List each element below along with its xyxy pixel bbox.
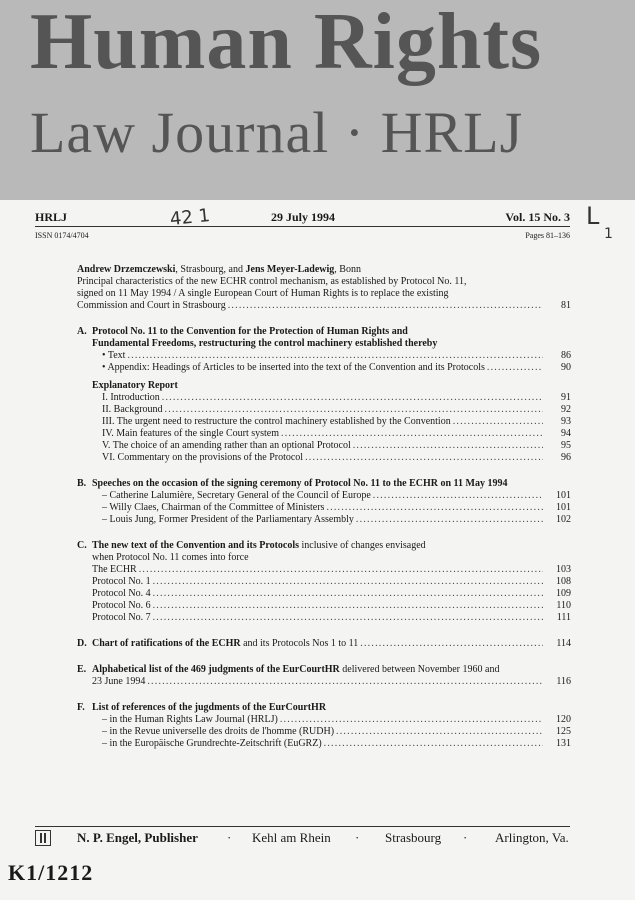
intro-entry <box>77 264 571 312</box>
author-b: Jens Meyer-Ladewig <box>245 264 335 275</box>
toc-entry[interactable] <box>92 726 571 738</box>
section-title-bold: Chart of ratifications of the ECHR <box>92 638 241 649</box>
table-of-contents <box>77 264 571 750</box>
issn: ISSN 0174/4704 <box>35 231 89 240</box>
leader-dots <box>151 588 543 600</box>
page-number: 101 <box>556 490 571 501</box>
author-b-place: , Bonn <box>334 264 361 275</box>
section-title-rest: and its Protocols Nos 1 to 11 <box>240 638 359 649</box>
intro-line: signed on 11 May 1994 / A single European Court of Human Rights is to replace the existing <box>77 288 449 299</box>
handwritten-mark: L <box>586 202 600 230</box>
handwritten-mark-small: 1 <box>604 226 613 242</box>
leader-dots <box>334 726 543 738</box>
leader-dots <box>279 428 543 440</box>
section-letter: F. <box>77 702 85 713</box>
entry-text: Protocol No. 6 <box>92 600 151 611</box>
page-number: 102 <box>556 514 571 525</box>
toc-entry[interactable] <box>92 452 571 464</box>
masthead-subtitle: Law Journal · HRLJ <box>30 100 524 165</box>
toc-entry[interactable] <box>92 350 571 362</box>
leader-dots <box>160 392 543 404</box>
authors <box>77 264 571 276</box>
leader-dots <box>358 638 543 650</box>
toc-entry[interactable] <box>92 576 571 588</box>
leader-dots <box>226 300 543 312</box>
page-number: 94 <box>561 428 571 439</box>
section-b <box>77 478 571 526</box>
leader-dots <box>137 564 543 576</box>
page-number: 116 <box>556 676 571 687</box>
section-title: List of references of the jugdments of the EurCourtHR <box>92 702 327 713</box>
entry-text: I. Introduction <box>102 392 160 403</box>
page-number: 111 <box>556 612 571 623</box>
section-title: Fundamental Freedoms, restructuring the control machinery established thereby <box>92 338 438 349</box>
footer-rule <box>35 826 570 827</box>
entry-text: – in the Human Rights Law Journal (HRLJ) <box>102 714 278 725</box>
page-number: 108 <box>556 576 571 587</box>
entry-text: Commission and Court in Strasbourg <box>77 300 226 311</box>
entry-text: – in the Europäische Grundrechte-Zeitschrift (EuGRZ) <box>102 738 322 749</box>
section-c <box>77 540 571 624</box>
entry-text: Protocol No. 4 <box>92 588 151 599</box>
page-number: 114 <box>556 638 571 649</box>
leader-dots <box>324 502 543 514</box>
leader-dots <box>354 514 543 526</box>
toc-entry[interactable] <box>92 564 571 576</box>
toc-entry[interactable] <box>92 440 571 452</box>
section-title: Speeches on the occasion of the signing ceremony of Protocol No. 11 to the ECHR on 11 May 1994 <box>92 478 508 489</box>
page-number: 125 <box>556 726 571 737</box>
toc-entry[interactable] <box>92 490 571 502</box>
page-number: 81 <box>561 300 571 311</box>
leader-dots <box>322 738 543 750</box>
separator-dot: · <box>355 830 360 845</box>
page-number: 103 <box>556 564 571 575</box>
entry-text: 23 June 1994 <box>92 676 146 687</box>
section-title-line2: when Protocol No. 11 comes into force <box>92 552 249 563</box>
entry-text <box>92 638 358 650</box>
meta-rule <box>35 226 570 227</box>
page-range: Pages 81–136 <box>525 231 570 240</box>
entry-text: – Louis Jung, Former President of the Parliamentary Assembly <box>102 514 354 525</box>
section-title <box>92 540 571 552</box>
leader-dots <box>485 362 543 374</box>
section-title-bold: Alphabetical list of the 469 judgments of the EurCourtHR <box>92 664 340 675</box>
toc-entry[interactable] <box>92 404 571 416</box>
entry-text: Protocol No. 1 <box>92 576 151 587</box>
section-letter: B. <box>77 478 87 489</box>
section-letter: C. <box>77 540 87 551</box>
toc-entry[interactable] <box>92 416 571 428</box>
toc-entry[interactable] <box>92 392 571 404</box>
section-f <box>77 702 571 750</box>
entry-text: • Text <box>102 350 126 361</box>
page-number: 93 <box>561 416 571 427</box>
entry-text: Protocol No. 7 <box>92 612 151 623</box>
publisher-logo-icon <box>35 830 51 846</box>
section-letter: D. <box>77 638 87 649</box>
toc-entry[interactable] <box>92 588 571 600</box>
page-number: 96 <box>561 452 571 463</box>
toc-entry[interactable] <box>92 714 571 726</box>
leader-dots <box>303 452 543 464</box>
author-a: Andrew Drzemczewski <box>77 264 176 275</box>
leader-dots <box>163 404 543 416</box>
toc-entry[interactable] <box>92 676 571 688</box>
toc-entry[interactable] <box>92 514 571 526</box>
library-stamp: K1/1212 <box>8 860 94 885</box>
masthead-banner <box>0 0 635 200</box>
page-number: 90 <box>561 362 571 373</box>
toc-entry[interactable] <box>92 638 571 650</box>
toc-entry[interactable] <box>92 428 571 440</box>
section-title-bold: The new text of the Convention and its Protocols <box>92 540 300 551</box>
leader-dots <box>125 350 543 362</box>
entry-text: – Catherine Lalumière, Secretary General of the Council of Europe <box>102 490 371 501</box>
toc-entry[interactable] <box>92 502 571 514</box>
page-number: 131 <box>556 738 571 749</box>
section-e <box>77 664 571 688</box>
leader-dots <box>145 676 543 688</box>
leader-dots <box>151 612 543 624</box>
page-number: 95 <box>561 440 571 451</box>
city-kehl: Kehl am Rhein <box>252 830 331 845</box>
entry-text: V. The choice of an amending rather than an optional Protocol <box>102 440 351 451</box>
section-title: Protocol No. 11 to the Convention for the Protection of Human Rights and <box>92 326 408 337</box>
entry-text: II. Background <box>102 404 163 415</box>
toc-entry[interactable] <box>92 362 571 374</box>
leader-dots <box>151 600 543 612</box>
section-title <box>92 664 571 676</box>
handwritten-note: 42 1 <box>169 204 212 231</box>
page-number: 92 <box>561 404 571 415</box>
page-number: 109 <box>556 588 571 599</box>
intro-line: Principal characteristics of the new ECHR control mechanism, as established by Protocol No. 11, <box>77 276 467 287</box>
page-number: 86 <box>561 350 571 361</box>
leader-dots <box>278 714 543 726</box>
section-title-rest: delivered between November 1960 and <box>339 664 500 675</box>
toc-entry[interactable] <box>77 300 571 312</box>
separator-dot: · <box>463 830 468 845</box>
leader-dots <box>451 416 543 428</box>
leader-dots <box>351 440 543 452</box>
author-a-place: , Strasbourg, and <box>175 264 246 275</box>
section-a <box>77 326 571 464</box>
entry-text: The ECHR <box>92 564 137 575</box>
section-letter: E. <box>77 664 87 675</box>
page-number: 120 <box>556 714 571 725</box>
issue-meta <box>35 210 570 244</box>
separator-dot: · <box>227 830 232 845</box>
publisher-footer <box>35 826 570 848</box>
entry-text: VI. Commentary on the provisions of the Protocol <box>102 452 304 463</box>
journal-abbrev: HRLJ <box>35 210 68 224</box>
page-number: 101 <box>556 502 571 513</box>
section-title-rest: inclusive of changes envisaged <box>299 540 426 551</box>
toc-entry[interactable] <box>92 612 571 624</box>
city-strasbourg: Strasbourg <box>385 830 442 845</box>
leader-dots <box>371 490 543 502</box>
section-letter: A. <box>77 326 87 337</box>
subsection-title: Explanatory Report <box>92 380 178 391</box>
entry-text: III. The urgent need to restructure the control machinery established by the Convention <box>102 416 451 427</box>
toc-entry[interactable] <box>92 600 571 612</box>
leader-dots <box>151 576 543 588</box>
toc-entry[interactable] <box>92 738 571 750</box>
page-number: 110 <box>556 600 571 611</box>
issue-volume: Vol. 15 No. 3 <box>505 210 570 224</box>
entry-text: • Appendix: Headings of Articles to be inserted into the text of the Convention and its Protocols <box>102 362 485 373</box>
page-number: 91 <box>561 392 571 403</box>
entry-text: IV. Main features of the single Court system <box>102 428 280 439</box>
section-d <box>77 638 571 650</box>
masthead-title: Human Rights <box>30 0 543 86</box>
entry-text: – in the Revue universelle des droits de l'homme (RUDH) <box>102 726 335 737</box>
city-arlington: Arlington, Va. <box>495 830 569 845</box>
issue-date: 29 July 1994 <box>271 210 336 224</box>
publisher-name: N. P. Engel, Publisher <box>77 830 198 845</box>
entry-text: – Willy Claes, Chairman of the Committee of Ministers <box>102 502 325 513</box>
